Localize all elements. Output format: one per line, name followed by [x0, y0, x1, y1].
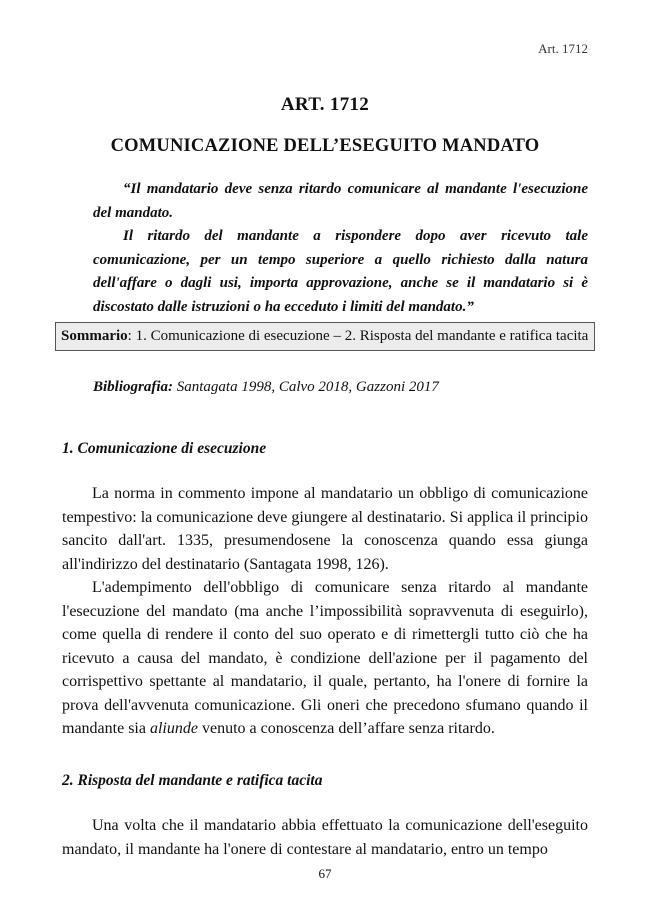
quote-paragraph-1: “Il mandatario deve senza ritardo comunicare al mandante l'esecuzione del mandato.	[93, 181, 588, 221]
section-1-paragraph-2-italic: aliunde	[149, 720, 198, 737]
running-head: Art. 1712	[538, 41, 588, 56]
section-1-paragraph-2-text-a: L'adempimento dell'obbligo di comunicare senza ritardo al mandante l'esecuzione del mandato (ma anche l’impossibilità sopravvenuta di eseguirlo), come quella di rendere il conto del suo operato e di rimettergli tutto ciò che ha ricevuto a causa del mandato, è condizione dell'azione per il pagamento del corrispettivo spettante al mandatario, il quale, pertanto, ha l'onere di fornire la prova dell'avvenuta comunicazione. Gli oneri che precedono sfumano quando il mandante sia	[62, 579, 588, 737]
summary-label: Sommario	[61, 328, 128, 344]
article-title: ART. 1712	[280, 94, 370, 115]
bibliography-label: Bibliografia:	[93, 379, 174, 395]
summary-box	[55, 322, 595, 351]
section-2-paragraph-1: Una volta che il mandatario abbia effettuato la comunicazione dell'eseguito mandato, il mandante ha l'onere di contestare al mandatario, entro un tempo	[62, 817, 588, 858]
section-2-heading: 2. Risposta del mandante e ratifica tacita	[62, 772, 323, 789]
bibliography-text: Santagata 1998, Calvo 2018, Gazzoni 2017	[173, 379, 439, 395]
section-1-paragraph-2-text-b: venuto a conoscenza dell’affare senza ritardo.	[197, 720, 495, 737]
summary-text: : 1. Comunicazione di esecuzione – 2. Risposta del mandante e ratifica tacita	[127, 328, 589, 344]
section-1-paragraph-1: La norma in commento impone al mandatario un obbligo di comunicazione tempestivo: la comunicazione deve giungere al destinatario. Si applica il principio sancito dall'art. 1335, presumendosene la conoscenza quando essa giunga all'indirizzo del destinatario (Santagata 1998, 126).	[62, 485, 588, 573]
section-1-body	[62, 482, 588, 741]
section-2-body	[62, 814, 588, 861]
bibliography	[93, 379, 439, 396]
page-number: 67	[318, 866, 332, 881]
article-subtitle: COMUNICAZIONE DELL’ESEGUITO MANDATO	[110, 136, 540, 156]
article-quote	[93, 178, 588, 319]
section-1-paragraph-2	[62, 576, 588, 741]
section-1-heading: 1. Comunicazione di esecuzione	[62, 440, 267, 457]
quote-paragraph-2: Il ritardo del mandante a rispondere dopo aver ricevuto tale comunicazione, per un tempo superiore a quello richiesto dalla natura dell'affare o dagli usi, importa approvazione, anche se il mandatario si è discostato dalle istruzioni o ha ecceduto i limiti del mandato.”	[93, 228, 588, 315]
